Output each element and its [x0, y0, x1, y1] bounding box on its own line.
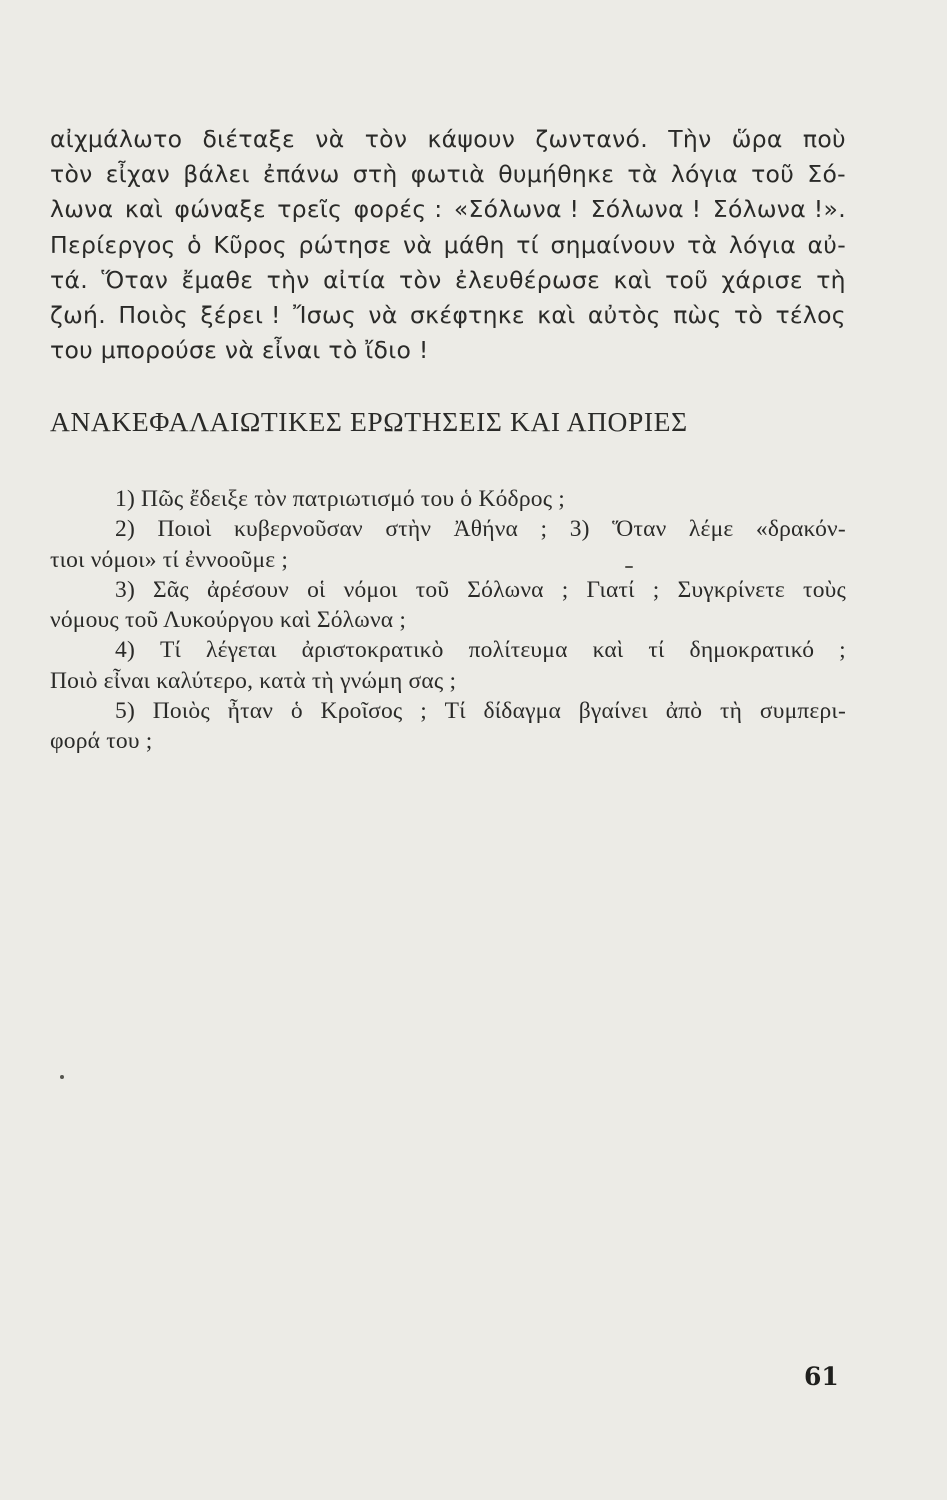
word: 5)	[115, 698, 135, 725]
word: πὼς	[673, 300, 722, 329]
word: καὶ	[537, 300, 576, 329]
word: ἐπάνω	[262, 160, 340, 189]
section-heading: ΑΝΑΚΕΦΑΛΑΙΩΤΙΚΕΣ ΕΡΩΤΗΣΕΙΣ ΚΑΙ ΑΠΟΡΙΕΣ	[50, 406, 688, 437]
question-line: φορά του ;	[50, 728, 153, 755]
print-speck	[625, 566, 633, 568]
word: τὸ	[733, 300, 764, 329]
word: ;	[561, 576, 569, 603]
word: Σόλωνα !».	[712, 195, 846, 224]
word: Σᾶς	[153, 576, 189, 603]
questions-list	[50, 484, 846, 757]
word: «δρακόν-	[755, 516, 846, 543]
word: κυβερνοῦσαν	[234, 516, 363, 543]
question-line: τιοι νόμοι» τί ἐννοοῦμε ;	[50, 546, 289, 573]
word: ἀριστοκρατικὸ	[301, 637, 444, 664]
word: τέλος	[775, 300, 846, 329]
word: δίδαγμα	[483, 698, 561, 725]
word: σκέφτηκε	[409, 300, 525, 329]
word: φωτιὰ	[410, 160, 486, 189]
word: αἰτία	[323, 265, 386, 294]
word: συμπερι-	[759, 698, 846, 725]
word: λόγια	[670, 160, 738, 189]
word: λωνα	[50, 195, 114, 224]
question-line	[50, 696, 846, 726]
question-line: 1) Πῶς ἔδειξε τὸν πατριωτισμό του ὁ Κόδρος ;	[115, 486, 566, 512]
word: ὁ	[187, 230, 202, 259]
word: τὰ	[627, 160, 658, 189]
word: τά.	[50, 265, 89, 294]
word: του μπορούσε νὰ εἶναι τὸ ἴδιο !	[50, 336, 429, 365]
word: 4)	[115, 637, 135, 664]
word: νόμοι	[343, 576, 398, 603]
word: τὴν	[266, 265, 310, 294]
word: βγαίνει	[578, 698, 648, 725]
question-line: Ποιὸ εἶναι καλύτερο, κατὰ τὴ γνώμη σας ;	[50, 667, 457, 694]
word: τί	[648, 637, 665, 664]
word: Κροῖσος	[320, 698, 403, 725]
word: τὸν	[399, 265, 442, 294]
word: Σόλωνα	[467, 576, 544, 603]
text-line	[50, 157, 846, 192]
word: ποὺ	[802, 125, 846, 153]
word: εἶχαν	[105, 160, 171, 189]
text-line	[50, 228, 846, 263]
text-line	[50, 192, 846, 227]
question-item	[50, 696, 846, 757]
question-item	[50, 484, 846, 514]
word: αὐτὸς	[587, 300, 661, 329]
word: αὐ-	[807, 230, 846, 259]
word: λέμε	[688, 516, 734, 543]
word: στὴν	[385, 516, 432, 543]
question-item	[50, 575, 846, 636]
word: 2)	[115, 516, 135, 543]
question-line: νόμους τοῦ Λυκούργου καὶ Σόλωνα ;	[50, 607, 407, 634]
word: ρώτησε	[298, 230, 392, 259]
word: 3)	[115, 576, 135, 603]
page-number: 61	[804, 1362, 839, 1391]
word: τοῦ	[665, 265, 709, 294]
word: Ποιὸς	[152, 698, 210, 725]
word: αἰχμάλωτο	[50, 125, 183, 153]
word: Κῦρος	[213, 230, 287, 259]
word: καὶ	[592, 637, 624, 664]
word: ἀπὸ	[665, 698, 703, 725]
word: ὥρα	[731, 125, 783, 153]
word: ζωή.	[50, 300, 107, 329]
word: νὰ	[315, 125, 345, 153]
word: ἐλευθέρωσε	[454, 265, 601, 294]
word: «Σόλωνα !	[453, 195, 580, 224]
word: στὴ	[352, 160, 398, 189]
word: Τί	[159, 637, 182, 664]
word: ;	[420, 698, 427, 725]
word: πολίτευμα	[468, 637, 568, 664]
word: θυμήθηκε	[498, 160, 615, 189]
word: τρεῖς	[277, 195, 343, 224]
word: Ποιοὶ	[157, 516, 212, 543]
word: νὰ	[403, 230, 433, 259]
word: τὸν	[364, 125, 408, 153]
word: μάθη	[443, 230, 505, 259]
word: τοῦ	[751, 160, 795, 189]
word: ζωντανό.	[535, 125, 649, 153]
word: ;	[540, 516, 548, 543]
word: καὶ	[613, 265, 652, 294]
print-speck	[60, 1075, 64, 1079]
question-item	[50, 514, 846, 575]
word: οἱ	[307, 576, 326, 603]
word: Ὅταν	[612, 516, 667, 543]
word: τοὺς	[803, 576, 846, 603]
question-line	[50, 575, 846, 605]
text-line	[50, 298, 846, 333]
word: ἦταν	[227, 698, 274, 725]
word: κάψουν	[427, 125, 516, 153]
word: ;	[652, 576, 660, 603]
word: ἀρέσουν	[207, 576, 290, 603]
word: φορές :	[353, 195, 443, 224]
word: σημαίνουν	[550, 230, 676, 259]
word: Τὴν	[668, 125, 712, 153]
word: λέγεται	[206, 637, 277, 664]
word: Σό-	[807, 160, 846, 189]
word: Ποιὸς	[118, 300, 189, 329]
word: βάλει	[183, 160, 250, 189]
text-line	[50, 263, 846, 298]
word: Γιατί	[586, 576, 635, 603]
word: τὰ	[687, 230, 718, 259]
word: Τί	[444, 698, 466, 725]
word: Περίεργος	[50, 230, 176, 259]
word: τὸν	[50, 160, 93, 189]
word: ξέρει !	[200, 300, 281, 329]
word: τοῦ	[415, 576, 450, 603]
word: Σόλωνα !	[590, 195, 702, 224]
word: διέταξε	[202, 125, 296, 153]
question-line	[50, 514, 846, 544]
word: τὴ	[719, 698, 743, 725]
word: τί	[516, 230, 539, 259]
word: Ἴσως	[293, 300, 357, 329]
word: Συγκρίνετε	[677, 576, 785, 603]
word: ;	[839, 637, 846, 664]
word: δημοκρατικό	[689, 637, 815, 664]
word: νὰ	[368, 300, 398, 329]
question-item	[50, 635, 846, 696]
word: τὴ	[816, 265, 846, 294]
word: Ἀθήνα	[453, 516, 519, 543]
text-line	[50, 122, 846, 157]
text-line	[50, 333, 846, 368]
word: ἔμαθε	[181, 265, 254, 294]
narrative-paragraph	[50, 122, 846, 368]
question-line	[50, 635, 846, 665]
word: χάρισε	[721, 265, 803, 294]
word: Ὅταν	[101, 265, 169, 294]
word: λόγια	[728, 230, 796, 259]
word: ὁ	[290, 698, 303, 725]
word: 3)	[569, 516, 590, 543]
word: φώναξε	[174, 195, 266, 224]
word: καὶ	[124, 195, 164, 224]
